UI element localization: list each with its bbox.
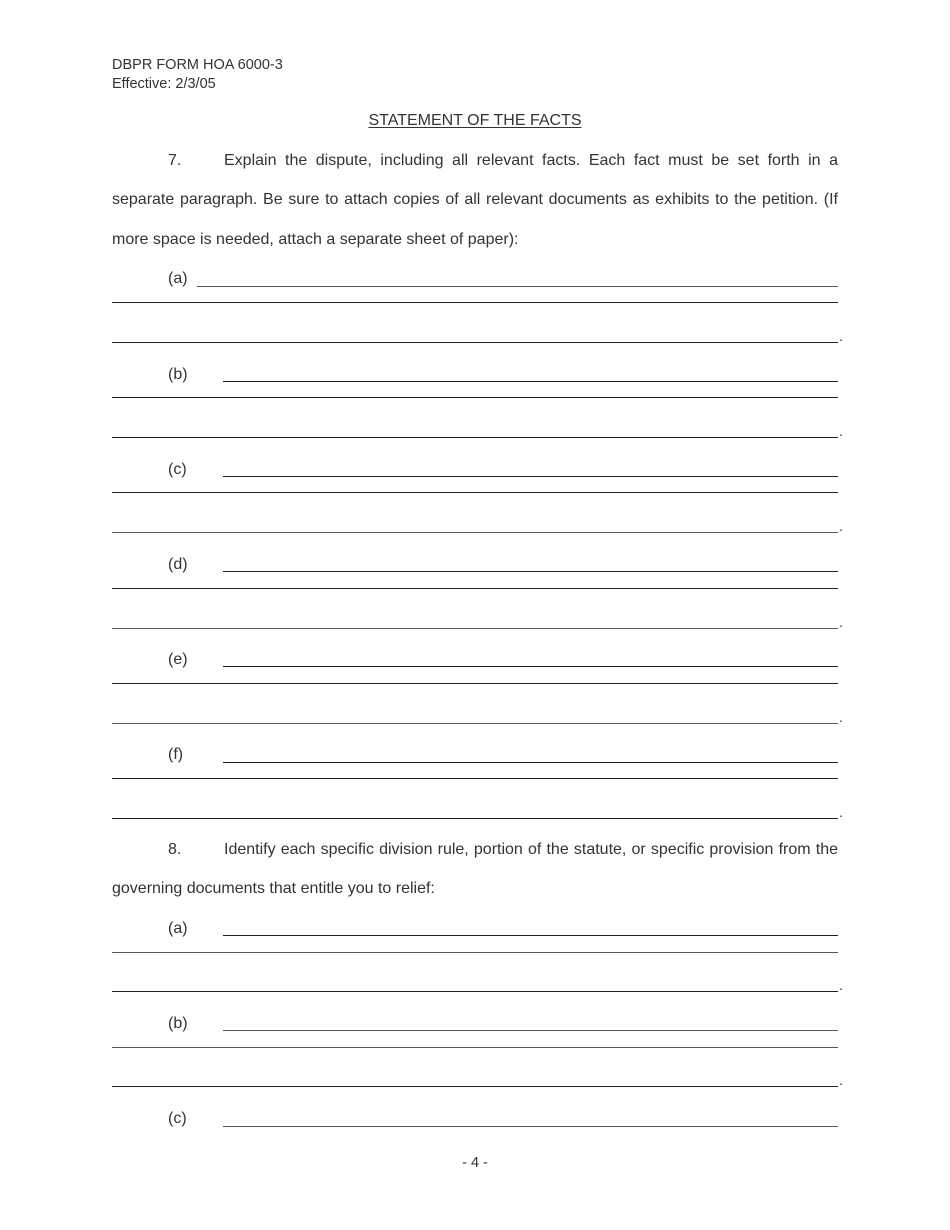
form-header: [112, 56, 283, 94]
item-7c-line-3[interactable]: [112, 532, 838, 533]
item-7a-label: (a): [168, 270, 188, 287]
item-7b-line-1[interactable]: [223, 381, 838, 382]
item-7d-label: (d): [168, 556, 188, 573]
item-7c-line-2[interactable]: [112, 492, 838, 493]
item-7d-line-2[interactable]: [112, 588, 838, 589]
item-8c-label: (c): [168, 1110, 187, 1127]
item-8b-line-1[interactable]: [223, 1030, 838, 1031]
effective-date: Effective: 2/3/05: [112, 76, 216, 92]
item-7a-line-1[interactable]: [197, 286, 838, 287]
item-7d-period: .: [839, 614, 843, 630]
section-8-number: 8.: [168, 841, 182, 858]
item-8c-line-1[interactable]: [223, 1126, 838, 1127]
item-7e-line-1[interactable]: [223, 666, 838, 667]
item-7b-line-2[interactable]: [112, 397, 838, 398]
item-7a-line-2[interactable]: [112, 302, 838, 303]
section-8-paragraph: [112, 830, 838, 909]
item-7f-line-1[interactable]: [223, 762, 838, 763]
item-8a-period: .: [839, 977, 843, 993]
item-8a-line-2[interactable]: [112, 952, 838, 953]
item-7e-period: .: [839, 709, 843, 725]
item-7e-line-3[interactable]: [112, 723, 838, 724]
item-8b-label: (b): [168, 1015, 188, 1032]
item-8a-line-3[interactable]: [112, 991, 838, 992]
form-id: DBPR FORM HOA 6000-3: [112, 57, 283, 73]
item-7e-line-2[interactable]: [112, 683, 838, 684]
item-7d-line-3[interactable]: [112, 628, 838, 629]
item-7b-period: .: [839, 423, 843, 439]
form-page: [112, 0, 843, 1230]
section-title: STATEMENT OF THE FACTS: [368, 112, 582, 129]
item-8b-line-2[interactable]: [112, 1047, 838, 1048]
item-8a-line-1[interactable]: [223, 935, 838, 936]
item-7c-line-1[interactable]: [223, 476, 838, 477]
item-7e-label: (e): [168, 651, 188, 668]
item-7b-line-3[interactable]: [112, 437, 838, 438]
item-7f-line-2[interactable]: [112, 778, 838, 779]
item-8b-line-3[interactable]: [112, 1086, 838, 1087]
item-7f-label: (f): [168, 746, 184, 763]
item-7d-line-1[interactable]: [223, 571, 838, 572]
item-7a-line-3[interactable]: [112, 342, 838, 343]
item-7a-period: .: [839, 328, 843, 344]
item-7c-label: (c): [168, 461, 187, 478]
section-8-text: Identify each specific division rule, portion of the statute, or specific provision from the governing documents that entitle you to relief:: [112, 841, 838, 898]
section-7-text: Explain the dispute, including all relevant facts. Each fact must be set forth in a separate paragraph. Be sure to attach copies of all relevant documents as exhibits to the petition. (If more space is needed, attach a separate sheet of paper):: [112, 152, 838, 248]
item-7f-period: .: [839, 804, 843, 820]
section-7-number: 7.: [168, 152, 182, 169]
item-7f-line-3[interactable]: [112, 818, 838, 819]
item-7b-label: (b): [168, 366, 188, 383]
item-7c-period: .: [839, 518, 843, 534]
item-8a-label: (a): [168, 920, 188, 937]
section-7-paragraph: [112, 141, 838, 259]
page-number: - 4 -: [462, 1155, 488, 1171]
item-8b-period: .: [839, 1072, 843, 1088]
